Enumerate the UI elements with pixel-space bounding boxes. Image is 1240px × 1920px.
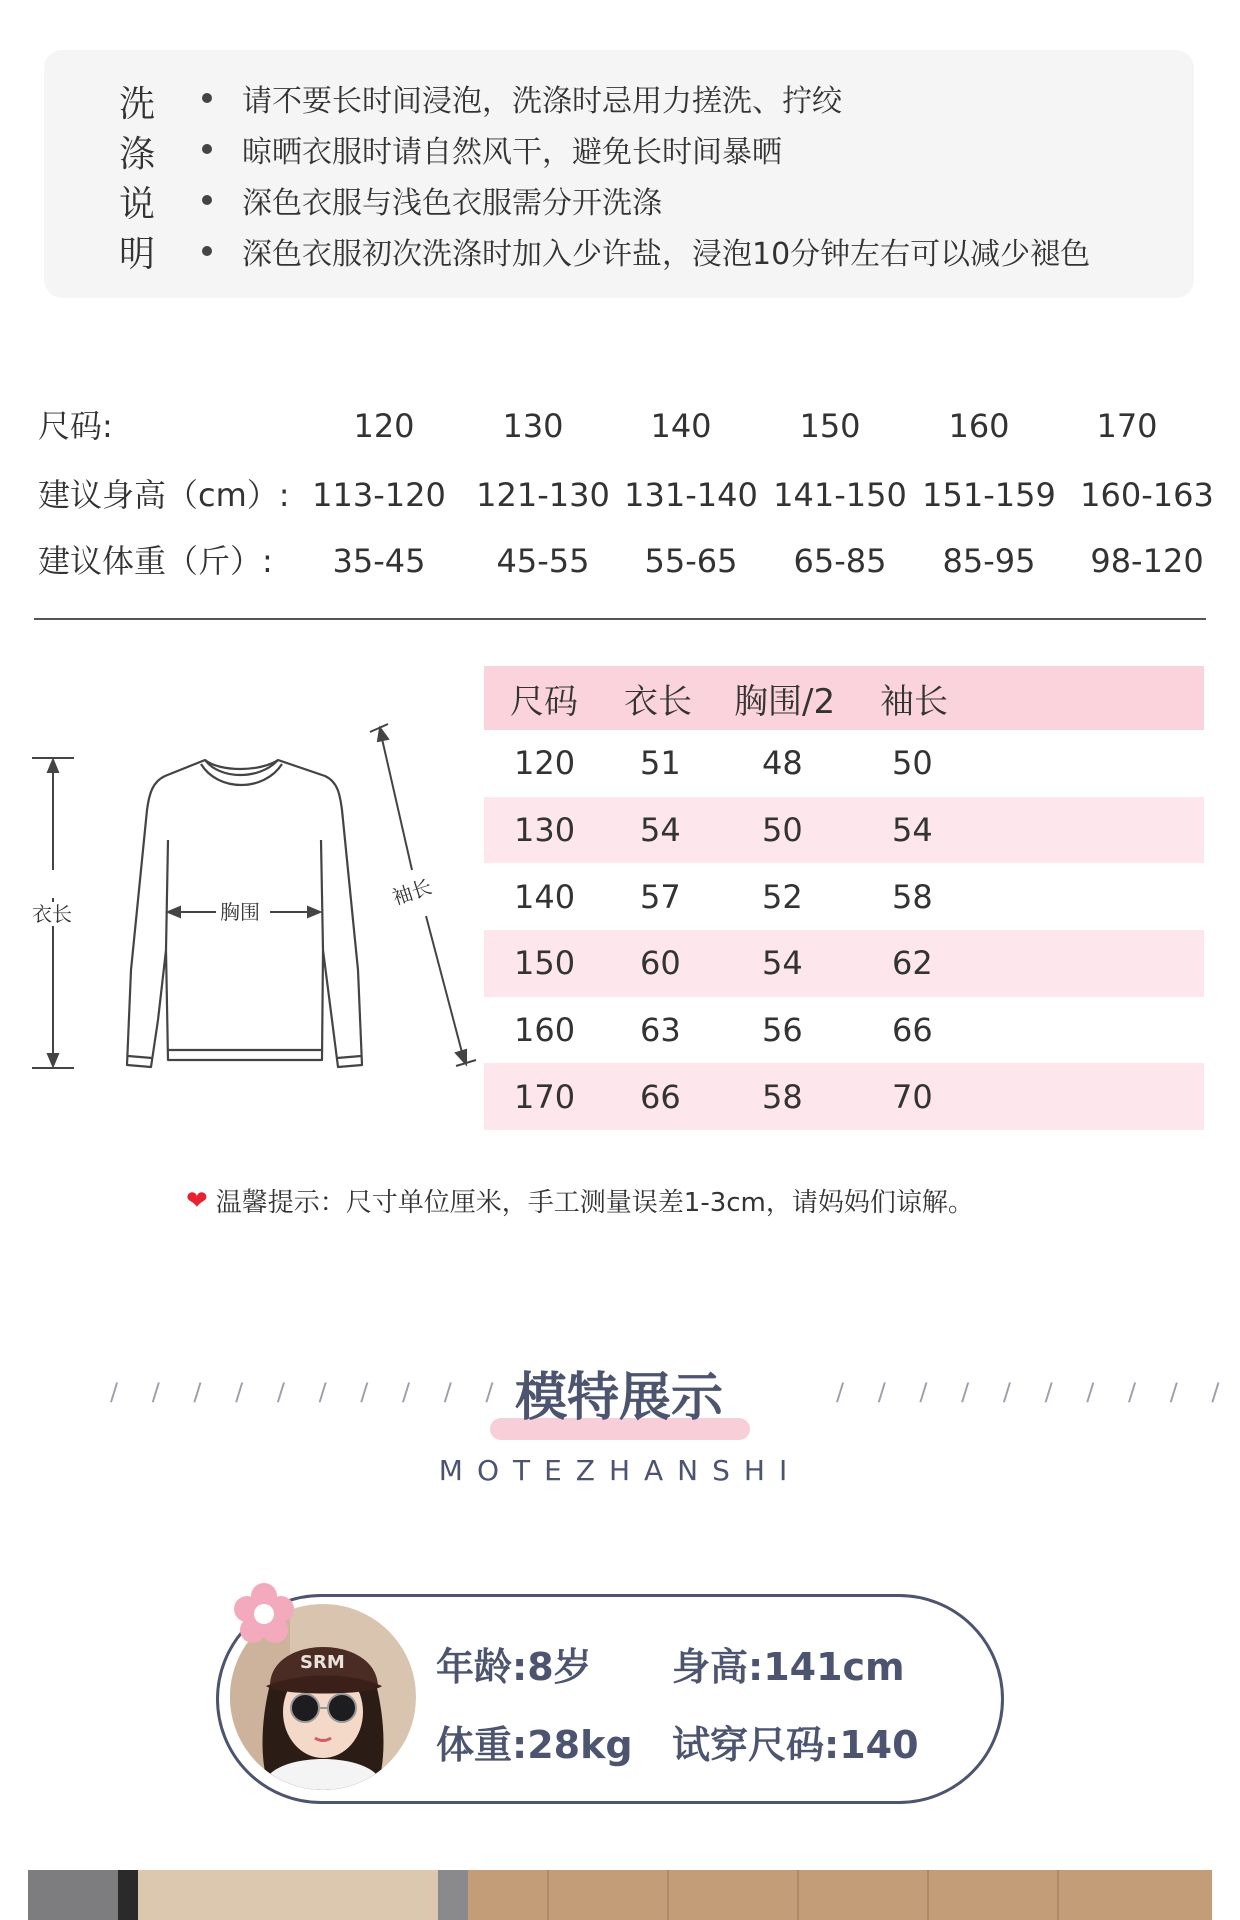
wash-title (112, 80, 162, 280)
table-row (484, 797, 1204, 864)
wash-title-char: 涤 (118, 134, 155, 175)
measurement-table (484, 666, 1204, 1130)
model-age: 年龄:8岁 (436, 1645, 592, 1689)
table-cell: 140 (514, 877, 576, 916)
wash-instructions-card (44, 50, 1194, 298)
table-header (484, 666, 1204, 730)
cap-text: SRM (300, 1652, 345, 1673)
weight-cell: 98-120 (1090, 542, 1204, 580)
height-cell: 131-140 (624, 476, 758, 514)
height-cell: 160-163 (1080, 476, 1214, 514)
size-label: 尺码: (38, 407, 113, 445)
flower-icon (228, 1578, 300, 1650)
weight-row (38, 533, 1228, 589)
size-tip (186, 1182, 974, 1219)
height-cell: 151-159 (922, 476, 1056, 514)
table-cell: 57 (640, 877, 681, 916)
table-cell: 50 (892, 744, 933, 783)
chest-label: 胸围 (220, 900, 260, 924)
table-cell: 54 (892, 811, 933, 850)
heart-icon: ❤ (186, 1185, 208, 1216)
table-row (484, 863, 1204, 930)
header-cell: 胸围/2 (734, 681, 836, 722)
bullet-icon (202, 93, 212, 103)
table-cell: 52 (762, 877, 803, 916)
right-slash-decoration: / / / / / / / / / / (836, 1378, 1233, 1406)
wash-item-text: 深色衣服与浅色衣服需分开洗涤 (242, 185, 662, 221)
height-cell: 121-130 (476, 476, 610, 514)
table-cell: 66 (892, 1011, 933, 1050)
height-cell: 141-150 (773, 476, 907, 514)
sleeve-label: 袖长 (389, 874, 435, 910)
table-cell: 58 (762, 1077, 803, 1116)
table-cell: 60 (640, 944, 681, 983)
section-subtitle: MOTEZHANSHI (438, 1454, 802, 1487)
wash-item (202, 123, 1090, 174)
table-cell: 63 (640, 1011, 681, 1050)
weight-cell: 85-95 (942, 542, 1036, 580)
section-title: 模特展示 (514, 1368, 723, 1428)
garment-diagram (20, 720, 480, 1080)
wash-item-text: 请不要长时间浸泡，洗涤时忌用力搓洗、拧绞 (242, 83, 842, 119)
weight-label: 建议体重（斤）: (38, 542, 273, 580)
model-height: 身高:141cm (672, 1645, 905, 1689)
table-row (484, 730, 1204, 797)
table-cell: 130 (514, 811, 576, 850)
table-cell: 160 (514, 1011, 576, 1050)
table-cell: 170 (514, 1077, 576, 1116)
table-cell: 150 (514, 944, 576, 983)
table-cell: 54 (640, 811, 681, 850)
tip-text: 温馨提示：尺寸单位厘米，手工测量误差1-3cm，请妈妈们谅解。 (215, 1188, 974, 1218)
header-cell: 衣长 (624, 681, 692, 722)
size-cell: 120 (353, 407, 415, 445)
size-cell: 140 (650, 407, 712, 445)
table-cell: 58 (892, 877, 933, 916)
wash-title-char: 说 (118, 184, 155, 225)
bullet-icon (202, 246, 212, 256)
table-row (484, 997, 1204, 1064)
weight-cell: 45-55 (496, 542, 590, 580)
table-cell: 50 (762, 811, 803, 850)
weight-cell: 55-65 (644, 542, 738, 580)
size-cell: 130 (502, 407, 564, 445)
table-cell: 54 (762, 944, 803, 983)
wash-title-char: 洗 (118, 84, 155, 125)
table-row (484, 930, 1204, 997)
wash-item (202, 72, 1090, 123)
table-cell: 120 (514, 744, 576, 783)
wash-title-char: 明 (118, 234, 155, 275)
table-cell: 48 (762, 744, 803, 783)
length-label: 衣长 (32, 902, 72, 926)
table-cell: 51 (640, 744, 681, 783)
weight-cell: 65-85 (793, 542, 887, 580)
wash-item-text: 深色衣服初次洗涤时加入少许盐，浸泡10分钟左右可以减少褪色 (242, 236, 1091, 272)
table-row (484, 1063, 1204, 1130)
height-row (38, 467, 1228, 523)
section-divider (34, 618, 1206, 620)
wash-item-text: 晾晒衣服时请自然风干，避免长时间暴晒 (242, 134, 782, 170)
model-weight: 体重:28kg (436, 1723, 633, 1767)
header-cell: 尺码 (510, 681, 578, 722)
wash-list (202, 72, 1090, 276)
size-cell: 150 (799, 407, 861, 445)
header-cell: 袖长 (880, 681, 948, 722)
bullet-icon (202, 144, 212, 154)
height-label: 建议身高（cm）: (38, 476, 290, 514)
wash-item (202, 174, 1090, 225)
table-cell: 66 (640, 1077, 681, 1116)
height-cell: 113-120 (312, 476, 446, 514)
size-cell: 160 (948, 407, 1010, 445)
table-cell: 70 (892, 1077, 933, 1116)
photo-preview-image (28, 1870, 1212, 1920)
table-cell: 62 (892, 944, 933, 983)
size-cell: 170 (1096, 407, 1158, 445)
section-title-block (488, 1360, 750, 1450)
bullet-icon (202, 195, 212, 205)
wash-item (202, 225, 1090, 276)
model-trial-size: 试穿尺码:140 (672, 1723, 919, 1767)
left-slash-decoration: / / / / / / / / / / (110, 1378, 507, 1406)
size-row (38, 398, 1228, 454)
model-photo-strip (28, 1870, 1212, 1920)
table-cell: 56 (762, 1011, 803, 1050)
weight-cell: 35-45 (332, 542, 426, 580)
